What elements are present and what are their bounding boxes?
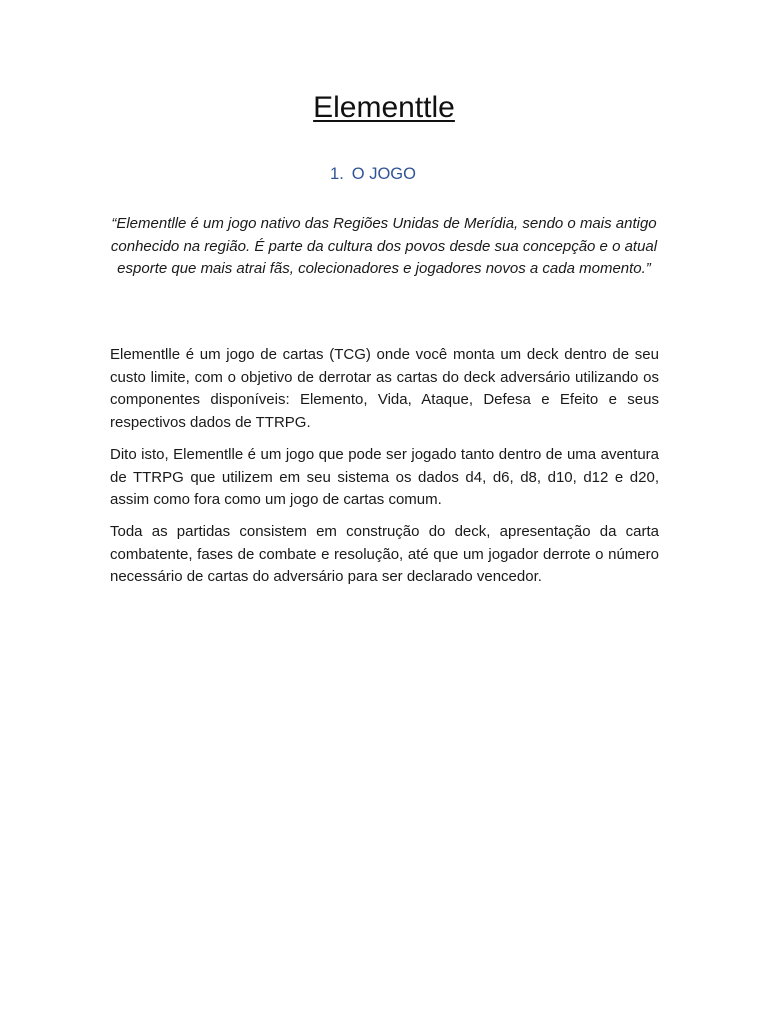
intro-quote: “Elementlle é um jogo nativo das Regiões Unidas de Merídia, sendo o mais antigo conhecido na região. É parte da cultura dos povos desde sua concepção e o atual esporte que mais atrai fãs, colecionadores e jogadores novos a cada momento.” bbox=[110, 215, 658, 278]
section-heading bbox=[0, 162, 746, 186]
section-heading-text: O JOGO bbox=[351, 165, 416, 183]
section-number: 1. bbox=[330, 165, 344, 183]
paragraph-1: Elementlle é um jogo de cartas (TCG) onde você monta um deck dentro de seu custo limite, com o objetivo de derrotar as cartas do deck adversário utilizando os componentes disponíveis: Elemento, Vida, Ataque, Defesa e Efeito e seus respectivos dados de TTRPG. bbox=[110, 346, 659, 431]
document-title: Elementtle bbox=[313, 91, 455, 124]
paragraph-3: Toda as partidas consistem em construção do deck, apresentação da carta combatente, fases de combate e resolução, até que um jogador derrote o número necessário de cartas do adversário para ser declarado vencedor. bbox=[110, 523, 659, 585]
paragraph-2: Dito isto, Elementlle é um jogo que pode ser jogado tanto dentro de uma aventura de TTRPG que utilizem em seu sistema os dados d4, d6, d8, d10, d12 e d20, assim como fora como um jogo de cartas comum. bbox=[110, 446, 659, 508]
